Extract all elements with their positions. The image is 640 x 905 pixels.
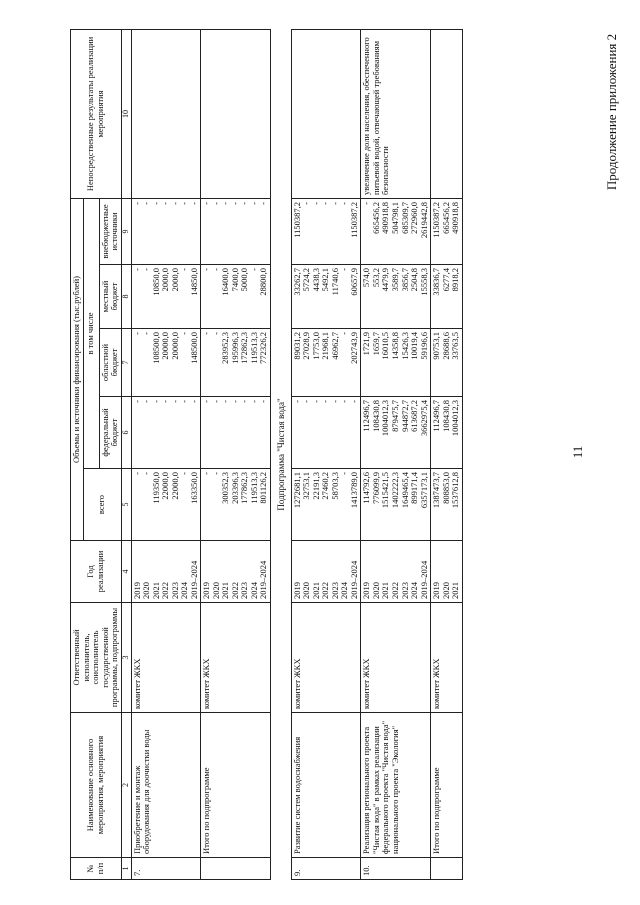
row-executor: комитет ЖКХ (201, 603, 271, 713)
row-federal: - - - - - - - (201, 397, 271, 469)
table-row (201, 29, 271, 879)
header-year: Год реализации (71, 541, 122, 603)
table-row (431, 29, 463, 879)
row-extra: - - - - - - - (131, 198, 201, 264)
row-results (201, 29, 271, 198)
row-federal: 112496,7 108430,8 1004012,3 879475,7 944872,7 613687,2 3662975,4 (361, 397, 431, 469)
column-number-row (121, 29, 131, 879)
header-total: всего (83, 469, 121, 541)
row-regional: 89031,2 27028,9 17753,0 21968,1 46962,7 - 202743,9 (291, 329, 361, 397)
header-name: Наименование основного мероприятия, мероприятия (71, 713, 122, 858)
row-name: Приобретение и монтаж оборудования для доочистки воды (131, 713, 201, 858)
row-extra: - - - - - - - (201, 198, 271, 264)
col-number: 7 (121, 329, 131, 397)
row-no (431, 858, 463, 880)
row-executor: комитет ЖКХ (431, 603, 463, 713)
row-local: 33262,7 5724,2 4438,3 5492,1 11740,6 - 60657,9 (291, 265, 361, 329)
row-executor: комитет ЖКХ (291, 603, 361, 713)
row-no: 10. (361, 858, 431, 880)
row-extra: 1150387,2 665456,2 490918,8 (431, 198, 463, 264)
col-number: 5 (121, 469, 131, 541)
header-regional: областной бюджет (99, 329, 121, 397)
row-years: 2019 2020 2021 (431, 541, 463, 603)
col-number: 1 (121, 858, 131, 880)
row-total: 114792,6 776099,9 1515421,5 1402222,3 1649465,4 899171,4 6357173,1 (361, 469, 431, 541)
table-row (131, 29, 201, 879)
col-number: 6 (121, 397, 131, 469)
col-number: 10 (121, 29, 131, 198)
subprogram-row (270, 29, 291, 879)
row-total: - - 119350,0 22000,0 22000,0 - 163350,0 (131, 469, 201, 541)
row-local: - - 10850,0 2000,0 2000,0 - 14850,0 (131, 265, 201, 329)
row-years: 2019 2020 2021 2022 2023 2024 2019–2024 (361, 541, 431, 603)
row-local: - - 16400,0 7400,0 5000,0 - 28800,0 (201, 265, 271, 329)
row-regional: - - 108500,0 20000,0 20000,0 - 148500,0 (131, 329, 201, 397)
row-years: 2019 2020 2021 2022 2023 2024 2019–2024 (201, 541, 271, 603)
row-results (291, 29, 361, 198)
row-total: 1272681,1 32753,1 22191,3 27460,2 58703,3 - 1413789,0 (291, 469, 361, 541)
col-number: 2 (121, 713, 131, 858)
row-regional: - - 283952,3 195996,3 172862,3 119513,3 772326,2 (201, 329, 271, 397)
row-no (201, 858, 271, 880)
header-funding-group: Объемы и источники финансирования (тыс.рублей) (71, 198, 84, 540)
row-name: Реализация регионального проекта "Чистая вода" в рамках реализации федерального проекта "Чистая вода" национального проекта "Экология" (361, 713, 431, 858)
row-results (431, 29, 463, 198)
row-results: увеличение доли населения, обеспеченного питьевой водой, отвечающей требованиям безопасности (361, 29, 431, 198)
row-no: 9. (291, 858, 361, 880)
row-years: 2019 2020 2021 2022 2023 2024 2019–2024 (291, 541, 361, 603)
header-extra: внебюджетные источники (99, 198, 121, 264)
row-local: 574,0 553,2 4479,9 3589,7 3856,7 2504,8 15558,3 (361, 265, 431, 329)
row-name: Итого по подпрограмме (201, 713, 271, 858)
row-federal: - - - - - - - (131, 397, 201, 469)
col-number: 4 (121, 541, 131, 603)
continuation-note: Продолжение приложения 2 (604, 33, 619, 191)
table-row (361, 29, 431, 879)
row-name: Итого по подпрограмме (431, 713, 463, 858)
row-results (131, 29, 201, 198)
row-extra: - 665456,2 490918,8 504798,1 685309,7 272960,0 2619442,8 (361, 198, 431, 264)
row-regional: 90753,1 28688,6 33763,5 (431, 329, 463, 397)
header-incl: в том числе (83, 198, 99, 468)
row-total: - - 300352,3 203396,3 177862,3 119513,3 801126,2 (201, 469, 271, 541)
header-no: № п/п (71, 858, 122, 880)
header-federal: федеральный бюджет (99, 397, 121, 469)
row-years: 2019 2020 2021 2022 2023 2024 2019–2024 (131, 541, 201, 603)
row-no: 7. (131, 858, 201, 880)
row-total: 1387473,7 808853,0 1537612,8 (431, 469, 463, 541)
funding-table (70, 29, 463, 880)
rotated-table-container (70, 30, 560, 880)
subprogram-title: Подпрограмма "Чистая вода" (270, 29, 291, 879)
row-federal: - - - - - - - (291, 397, 361, 469)
row-federal: 112496,7 108430,8 1004012,3 (431, 397, 463, 469)
row-executor: комитет ЖКХ (361, 603, 431, 713)
row-local: 33836,7 6277,4 8918,2 (431, 265, 463, 329)
page-number: 11 (570, 445, 585, 459)
row-name: Развитие систем водоснабжения (291, 713, 361, 858)
header-results: Непосредственные результаты реализации мероприятия (71, 29, 122, 198)
col-number: 9 (121, 198, 131, 264)
header-local: местный бюджет (99, 265, 121, 329)
table-row (291, 29, 361, 879)
row-extra: 1150387,2 - - - - - 1150387,2 (291, 198, 361, 264)
row-regional: 1721,9 1659,7 16010,5 14358,8 15426,3 10019,4 59196,6 (361, 329, 431, 397)
row-executor: комитет ЖКХ (131, 603, 201, 713)
col-number: 8 (121, 265, 131, 329)
header-executor: Ответственный исполнитель, соисполнитель государственной программы, подпрограммы (71, 603, 122, 713)
col-number: 3 (121, 603, 131, 713)
